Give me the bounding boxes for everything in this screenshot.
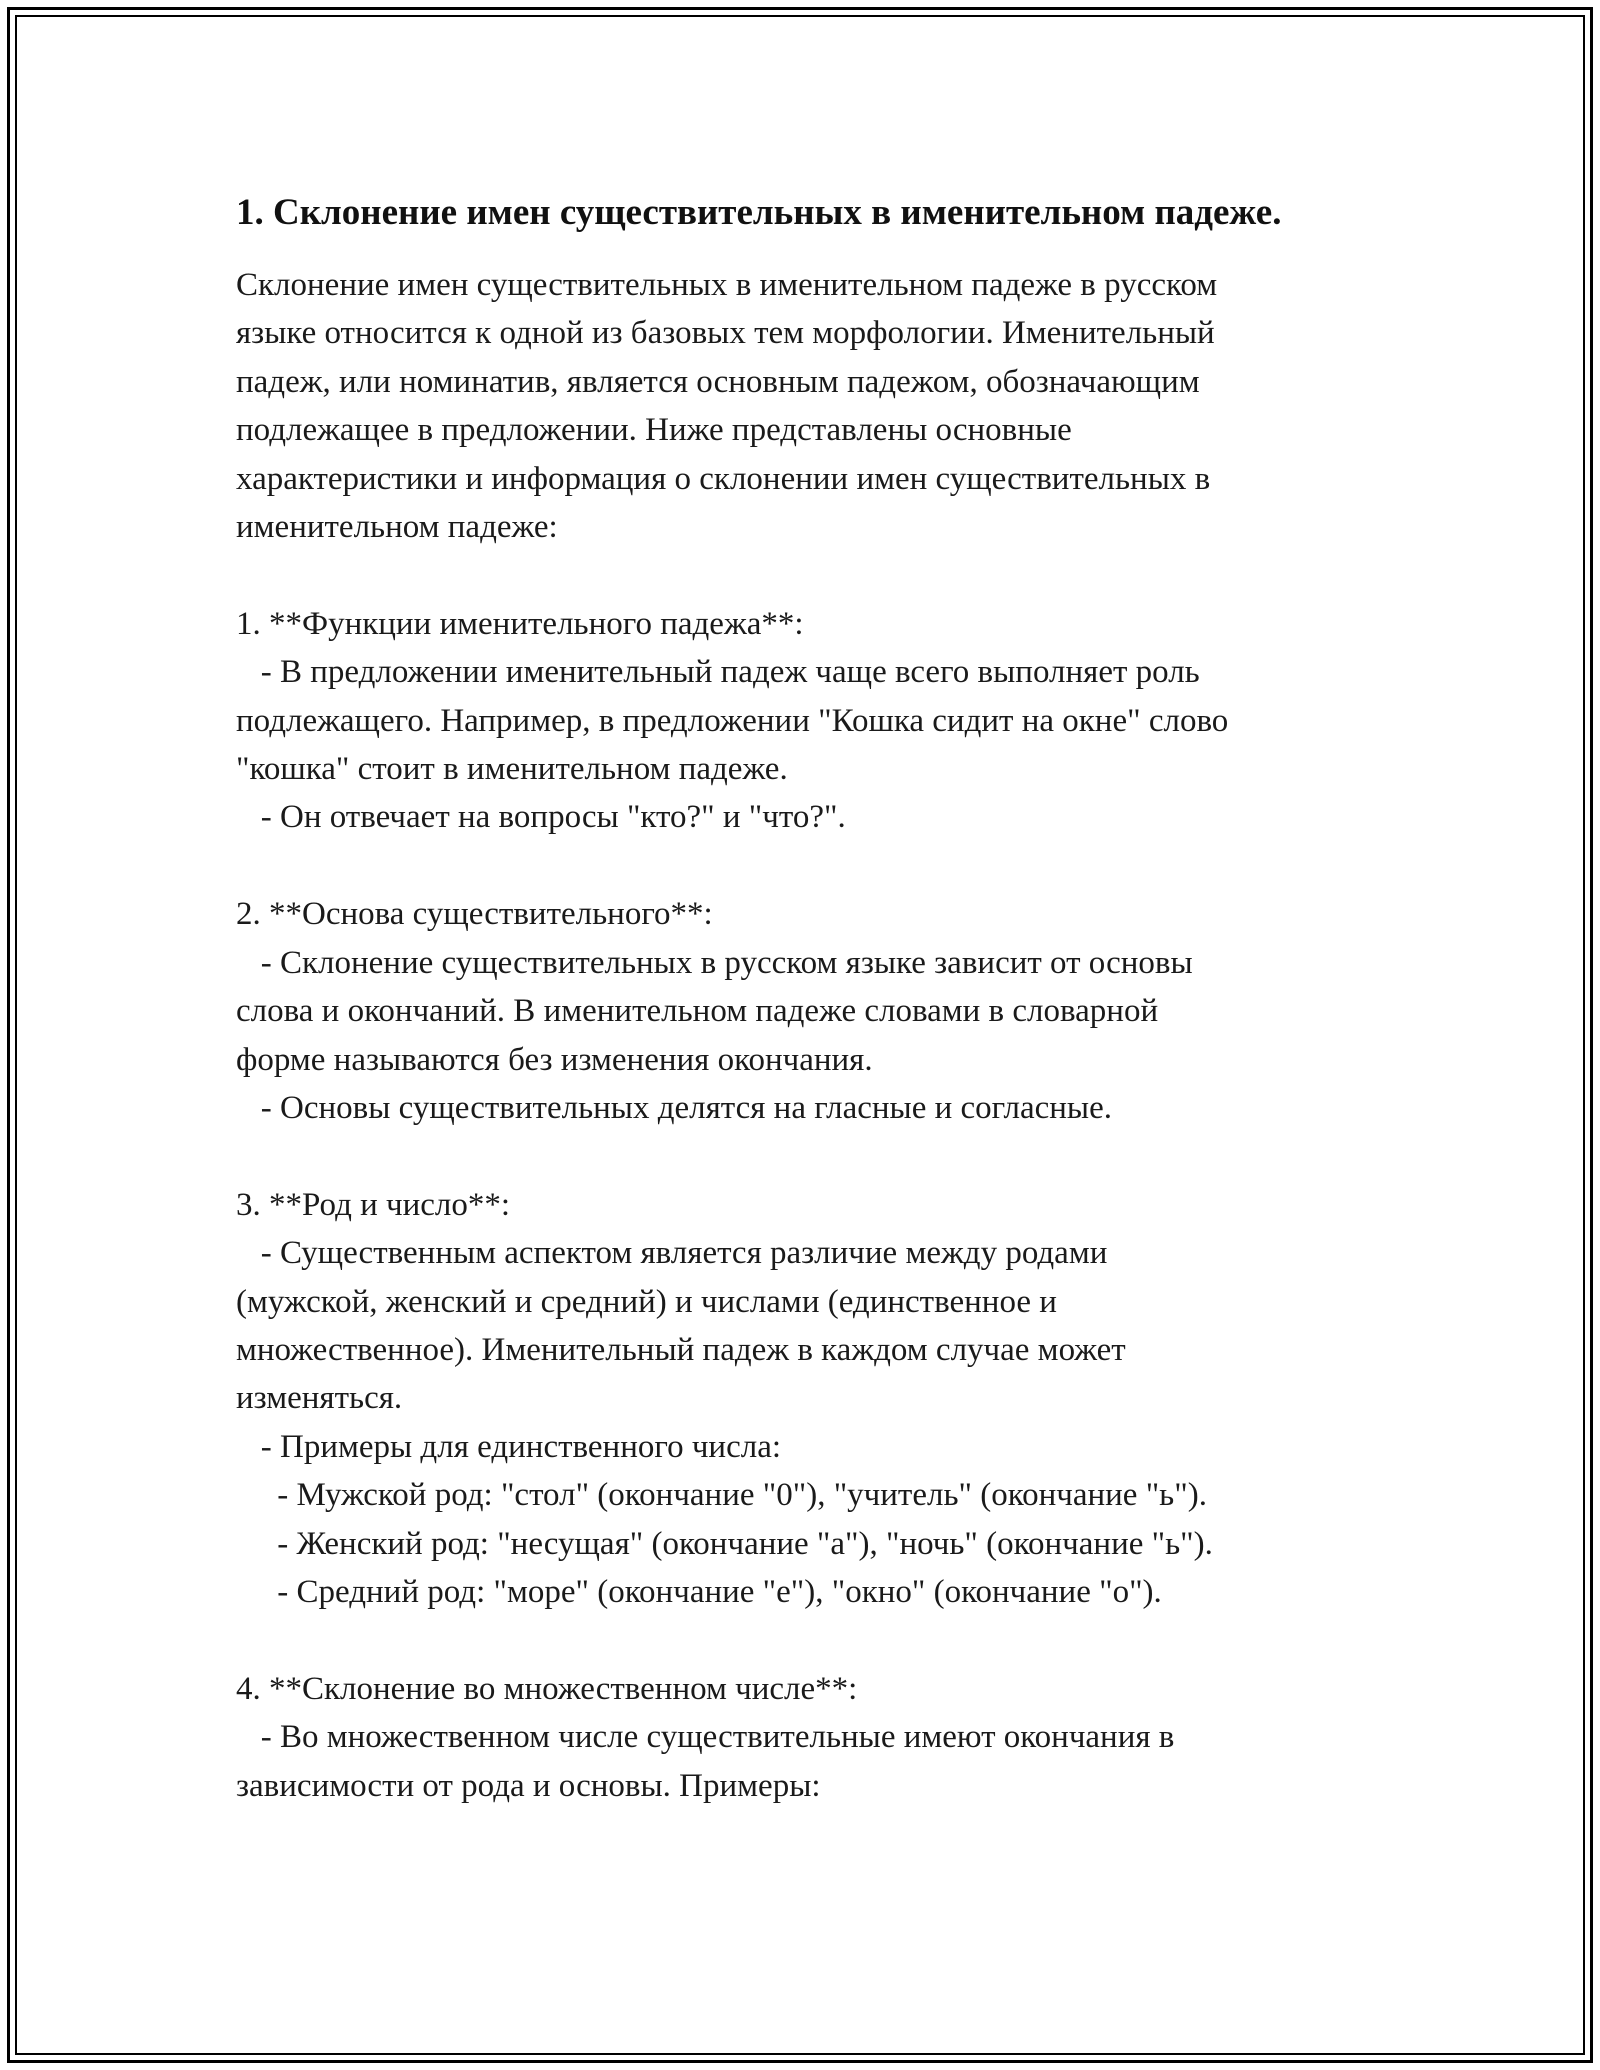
document-title: 1. Склонение имен существительных в именительном падеже. xyxy=(236,192,1282,233)
document-body: Склонение имен существительных в именительном падеже в русском языке относится к одной из базовых тем морфологии. Именительный падеж, или номинатив, является основным падежом, обозначающим подлежащее в предложении. Ниже представлены основные характеристики и информация о склонении имен существительных в именительном падеже: 1. **Функции именительного падежа**: - В предложении именительный падеж чаще всего выполняет роль подлежащего. Например, в предложении "Кошка сидит на окне" слово "кошка" стоит в именительном падеже. - Он отвечает на вопросы "кто?" и "что?". 2. **Основа существительного**: - Склонение существительных в русском языке зависит от основы слова и окончаний. В именительном падеже словами в словарной форме называются без изменения окончания. - Основы существительных делятся на гласные и согласные. 3. **Род и число**: - Существенным аспектом является различие между родами (мужской, женский и средний) и числами (единственное и множественное). Именительный падеж в каждом случае может изменяться. - Примеры для единственного числа: - Мужской род: "стол" (окончание "0"), "учитель" (окончание "ь"). - Женский род: "несущая" (окончание "а"), "ночь" (окончание "ь"). - Средний род: "море" (окончание "е"), "окно" (окончание "о"). 4. **Склонение во множественном числе**: - Во множественном числе существительные имеют окончания в зависимости от рода и основы. Примеры: xyxy=(236,267,1229,1804)
document-content xyxy=(236,184,1366,1810)
